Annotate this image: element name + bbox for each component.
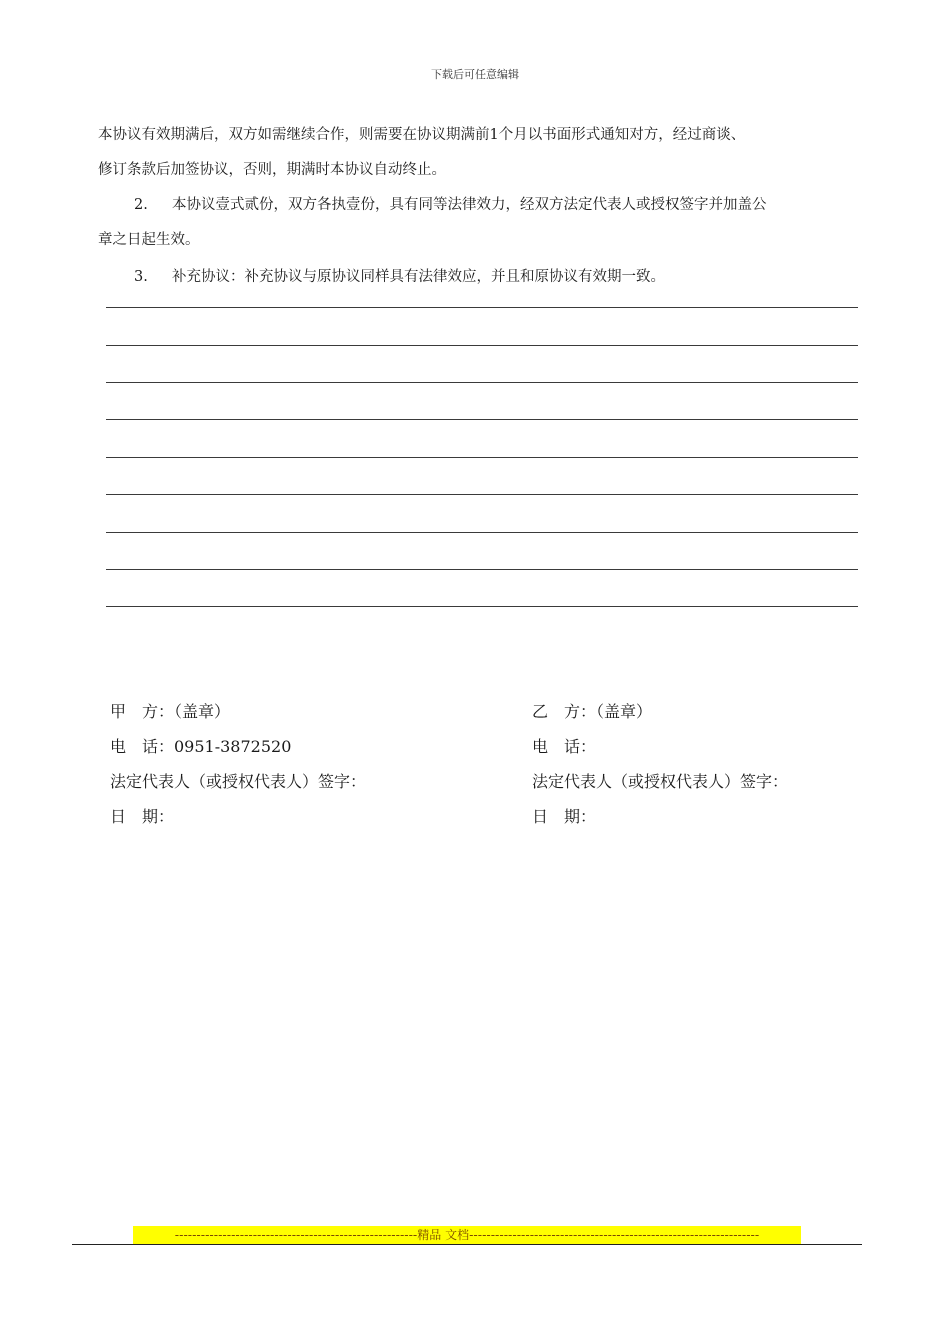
party-a-date: 日 期： — [110, 807, 175, 826]
party-a-phone: 电 话：0951-3872520 — [110, 737, 292, 756]
clause-2-number: 2. — [134, 197, 148, 213]
blank-line — [106, 457, 858, 458]
party-a-signature-block — [110, 694, 510, 834]
party-a-representative-signature: 法定代表人（或授权代表人）签字： — [110, 772, 367, 791]
clause-3-number: 3. — [134, 269, 148, 285]
footer-banner: --------------------------------------------------------精品 文档------------------------------------------------------------------- — [133, 1226, 801, 1244]
clause-1 — [98, 118, 863, 188]
party-b-representative-signature: 法定代表人（或授权代表人）签字： — [532, 772, 789, 791]
clause-2-line-2: 章之日起生效。 — [98, 232, 200, 248]
blank-line — [106, 382, 858, 383]
clause-2 — [98, 188, 863, 258]
party-a-seal: 甲 方：（盖章） — [110, 702, 231, 721]
blank-line — [106, 494, 858, 495]
clause-1-line-1: 本协议有效期满后，双方如需继续合作，则需要在协议期满前1个月以书面形式通知对方，经过商谈、 — [98, 127, 746, 143]
page-header: 下载后可任意编辑 — [431, 68, 519, 81]
blank-line — [106, 307, 858, 308]
blank-line — [106, 532, 858, 533]
footer-rule — [72, 1244, 862, 1245]
party-b-phone: 电 话： — [532, 737, 597, 756]
clause-3 — [98, 260, 863, 295]
clause-1-line-2: 修订条款后加签协议，否则，期满时本协议自动终止。 — [98, 162, 446, 178]
blank-line — [106, 345, 858, 346]
clause-2-line-1: 本协议壹式贰份，双方各执壹份，具有同等法律效力，经双方法定代表人或授权签字并加盖公 — [172, 197, 767, 213]
party-b-signature-block — [532, 694, 912, 834]
party-b-seal: 乙 方：（盖章） — [532, 702, 653, 721]
blank-line — [106, 606, 858, 607]
clause-3-line-1: 补充协议：补充协议与原协议同样具有法律效应，并且和原协议有效期一致。 — [172, 269, 665, 285]
blank-line — [106, 419, 858, 420]
party-b-date: 日 期： — [532, 807, 597, 826]
blank-line — [106, 569, 858, 570]
